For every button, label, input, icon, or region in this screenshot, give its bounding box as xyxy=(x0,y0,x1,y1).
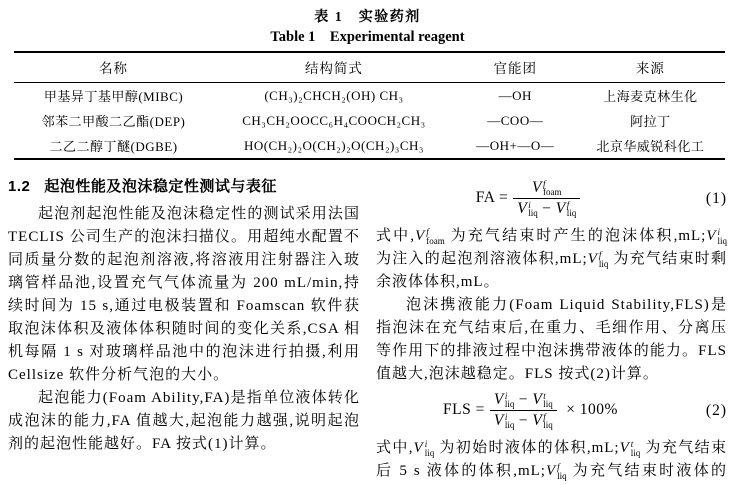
col-header-group: 官能团 xyxy=(455,52,576,83)
eq2-body xyxy=(376,391,685,430)
col-header-source: 来源 xyxy=(576,52,725,83)
cell-name: 邻苯二甲酸二乙酯(DEP) xyxy=(41,114,186,129)
section-heading xyxy=(8,175,360,196)
section-number: 1.2 xyxy=(8,178,31,195)
eq1-body xyxy=(376,179,685,218)
table-caption-cn: 表 1 实验药剂 xyxy=(314,10,421,25)
math-variable: V f foam xyxy=(531,178,562,198)
eq1-denominator: V i liq − V f liq xyxy=(517,199,577,219)
paragraph: 起泡能力(Foam Ability,FA)是指单位液体转化成泡沫的能力,FA 值越大,起泡能力越强,说明起泡剂的起泡性能越好。FA 按式(1)计算。 xyxy=(8,390,360,452)
two-column-body xyxy=(8,174,727,483)
paragraph: 式中,V i liq 为初始时液体的体积,mL;V t liq 为充气结束后 5 s 液体的体积,mL;V f liq 为充气结束时液体的 xyxy=(376,437,727,483)
cell-formula: CH₃CH₂OOCC₆H₄COOCH₂CH₃ xyxy=(242,112,426,128)
right-column xyxy=(376,174,727,483)
math-variable: V f liq xyxy=(545,462,567,481)
cell-source: 上海麦克林生化 xyxy=(603,89,698,104)
table-header-row xyxy=(14,52,725,83)
eq2-fraction xyxy=(490,391,557,430)
eq2-numerator: V i liq − V t liq xyxy=(490,391,557,411)
left-column xyxy=(8,174,360,483)
table-row xyxy=(14,133,725,159)
eq2-lhs: FLS = xyxy=(443,401,485,419)
table-row xyxy=(14,108,725,133)
equation-1 xyxy=(376,179,727,218)
math-variable: V f liq xyxy=(587,250,609,269)
math-variable: V i liq xyxy=(493,390,515,410)
math-variable: V i liq xyxy=(706,227,727,246)
eq2-number: (2) xyxy=(705,401,727,419)
column-gap xyxy=(360,174,376,483)
math-variable: V t liq xyxy=(619,439,641,458)
paragraph: 起泡剂起泡性能及泡沫稳定性的测试采用法国 TECLIS 公司生产的泡沫扫描仪。用超纯水配置不同质量分数的起泡剂溶液,将溶液用注射器注入玻璃管样品池,设置充气气体流量为 200 mL/min,持续时间为 15 s,通过电极装置和 Foamscan 软件获取泡沫体积及液体体积随时间的变化关系,CSA 相机每隔 1 s 对玻璃样品池中的泡沫进行拍摄,利用 Cellsize 软件分析气泡的大小。 xyxy=(8,206,360,383)
eq2-tail: × 100% xyxy=(561,401,618,419)
cell-name: 甲基异丁基甲醇(MIBC) xyxy=(43,89,184,104)
table-caption-en: Table 1 Experimental reagent xyxy=(270,29,465,45)
cell-source: 阿拉丁 xyxy=(630,114,671,129)
paragraph: 式中,V f foam 为充气结束时产生的泡沫体积,mL;V i liq 为注入的起泡剂溶液体积,mL;V f liq 为充气结束时剩余液体体积,mL。 xyxy=(376,225,727,294)
col-header-name: 名称 xyxy=(14,52,213,83)
math-variable: V f liq xyxy=(532,411,553,431)
cell-group: —OH xyxy=(498,87,532,103)
paragraph: 泡沫携液能力(Foam Liquid Stability,FLS)是指泡沫在充气结束后,在重力、毛细作用、分离压等作用下的排液过程中泡沫携带液体的能力。FLS 值越大,泡沫越稳定。FLS 按式(2)计算。 xyxy=(376,297,727,382)
cell-group: —COO— xyxy=(487,112,544,128)
eq2-denominator: V i liq − V f liq xyxy=(493,411,553,431)
eq1-fraction xyxy=(513,179,580,218)
eq1-numerator xyxy=(513,179,580,199)
eq1-lhs: FA = xyxy=(475,189,509,207)
col-header-formula: 结构简式 xyxy=(213,52,455,83)
math-variable: V i liq xyxy=(413,439,435,458)
eq1-number: (1) xyxy=(705,189,727,207)
equation-2 xyxy=(376,391,727,430)
math-variable: V i liq xyxy=(517,199,538,219)
cell-formula: HO(CH₂)₂O(CH₂)₂O(CH₂)₃CH₃ xyxy=(243,137,424,153)
section-title: 起泡性能及泡沫稳定性测试与表征 xyxy=(44,178,277,195)
cell-group: —OH+—O— xyxy=(476,137,555,153)
math-variable: V t liq xyxy=(532,390,553,410)
cell-source: 北京华威锐科化工 xyxy=(596,139,705,154)
cell-formula: (CH₃)₂CHCH₂(OH) CH₃ xyxy=(264,87,404,103)
math-variable: V i liq xyxy=(493,411,515,431)
math-variable: V f liq xyxy=(555,199,577,219)
reagent-table xyxy=(14,51,725,160)
cell-name: 二乙二醇丁醚(DGBE) xyxy=(49,139,178,154)
table-row xyxy=(14,83,725,109)
math-variable: V f foam xyxy=(415,227,445,246)
